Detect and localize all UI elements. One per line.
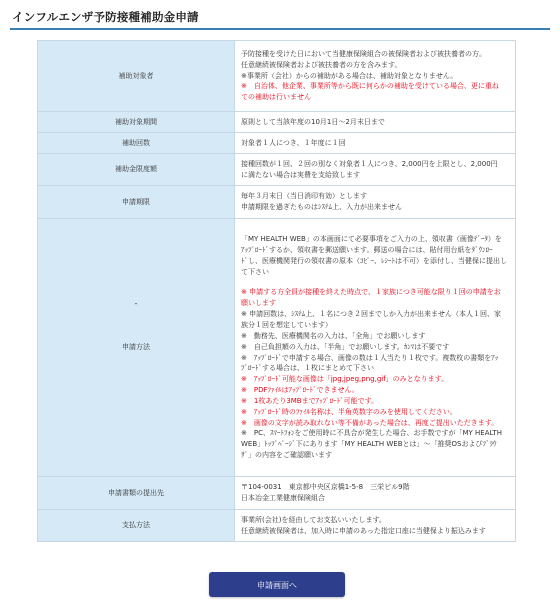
- warning-line: ※ 申請する方全員が接種を終えた時点で、１家族につき可能な限り１回の申請をお: [241, 288, 501, 297]
- text-line: ※ 申請回数は、ｼｽﾃﾑ上、１名につき２回までしか入力が出来ません（本人１回、家: [241, 310, 501, 319]
- subsidy-info-table: [37, 40, 516, 542]
- row-limit-label: 補助金限度額: [38, 154, 235, 186]
- row-period: [38, 112, 516, 133]
- text-line: ※事業所（会社）からの補助がある場合は、補助対象となりません。: [241, 71, 458, 80]
- text-line: 接種回数が１回、２回の別なく対象者１人につき、2,000円を上限とし、2,000円: [241, 159, 498, 168]
- row-target-value: [235, 41, 516, 112]
- row-count-label: 補助回数: [38, 133, 235, 154]
- text-line: 申請期限を過ぎたものはｼｽﾃﾑ上、入力が出来ません: [241, 203, 402, 211]
- row-method-value: [235, 219, 516, 477]
- text-line: 日本冶金工業健康保険組合: [241, 494, 325, 502]
- row-period-label: 補助対象期間: [38, 112, 235, 133]
- row-payment-value: [235, 510, 516, 542]
- text-line: 「MY HEALTH WEB」の本画面にて必要事項をご入力の上、領収書（画像ﾃﾞｰﾀ）を: [241, 235, 502, 244]
- text-line: 族分１回を想定しています）: [241, 320, 332, 329]
- row-count: [38, 133, 516, 154]
- row-payment: [38, 510, 516, 542]
- row-deadline-label: 申請期限: [38, 186, 235, 219]
- warning-line: 願いします: [241, 299, 276, 308]
- row-method: [38, 219, 516, 477]
- text-line: ※ 勤務先、医療機関名の入力は、「全角」でお願いします: [241, 331, 426, 340]
- text-line: ｻﾞ」の内容をご確認願います: [241, 451, 332, 460]
- row-count-value: 対象者１人につき、１年度に１回: [235, 133, 516, 154]
- text-line: 毎年３月末日（当日消印有効）とします: [241, 192, 367, 201]
- text-line: ※ PC、ｽﾏｰﾄﾌｫﾝをご使用時に不具合が発生した場合、お手数ですが「MY HEALTH: [241, 429, 502, 438]
- warning-line: ※ PDFﾌｧｲﾙはｱｯﾌﾟﾛｰﾄﾞできません。: [241, 386, 359, 395]
- warning-line: ※ ｱｯﾌﾟﾛｰﾄﾞ可能な画像は「jpg,jpeg,png,gif」のみとなります。: [241, 375, 449, 384]
- row-deadline: [38, 186, 516, 219]
- text-line: 事業所(会社)を経由してお支払いいたします。: [241, 515, 386, 524]
- text-line: に満たない場合は実費を支給致します: [241, 170, 360, 179]
- page-title: インフルエンザ予防接種補助金申請: [12, 10, 199, 24]
- warning-line: ての補助は行いません: [241, 93, 311, 102]
- row-target: [38, 41, 516, 112]
- text-line: ｱｯﾌﾟﾛｰﾄﾞするか、領収書を郵送願います。郵送の場合には、貼付用台紙をﾀﾞｳﾝﾛｰ: [241, 245, 493, 254]
- text-line: 〒104-0031 東京都中央区京橋1-5-8 三栄ビル9階: [241, 483, 410, 492]
- row-address: [38, 477, 516, 510]
- row-method-label-text: 申請方法: [122, 343, 150, 352]
- row-address-label: 申請書類の提出先: [38, 477, 235, 510]
- row-payment-label: 支払方法: [38, 510, 235, 542]
- row-limit-value: [235, 154, 516, 186]
- title-divider: [10, 28, 550, 30]
- text-line: ﾌﾟﾛｰﾄﾞする場合は、１枚にまとめて下さい: [241, 364, 374, 373]
- text-line: ※ 自己負担額の入力は、「半角」でお願いします。ｶﾝﾏは不要です: [241, 342, 450, 351]
- warning-line: ※ ｱｯﾌﾟﾛｰﾄﾞ時のﾌｧｲﾙ名称は、半角英数字のみを使用してください。: [241, 407, 457, 416]
- row-address-value: [235, 477, 516, 510]
- warning-line: ※ 画像の文字が読み取れない等不備があった場合は、再度ご提出いただきます。: [241, 418, 499, 427]
- row-deadline-value: [235, 186, 516, 219]
- text-line: WEB」ﾄｯﾌﾟﾍﾟｰｼﾞ下にあります「MY HEALTH WEBとは」～「推奨OSおよびﾌﾞﾗｳ: [241, 440, 497, 449]
- text-line: 任意継続被保険者は、加入時に申請のあった指定口座に当健保より振込みます: [241, 526, 486, 535]
- text-line: ﾄﾞし、医療機関発行の領収書の原本（ｺﾋﾟｰ、ﾚｼｰﾄは不可）を添付し、当健保に提出し: [241, 256, 507, 265]
- bullet-dot: ・: [132, 300, 140, 308]
- text-line: 任意継続被保険者および被扶養者の方を含みます。: [241, 60, 402, 69]
- text-line: て下さい: [241, 267, 269, 276]
- row-target-label: 補助対象者: [38, 41, 235, 112]
- row-limit: [38, 154, 516, 186]
- warning-line: ※ 1枚あたり3MBまでｱｯﾌﾟﾛｰﾄﾞ可能です。: [241, 396, 379, 405]
- text-line: ※ ｱｯﾌﾟﾛｰﾄﾞで申請する場合、画像の数は１人当たり１枚です。複数枚の書類をｱｯ: [241, 353, 499, 362]
- row-period-value: 原則として当該年度の10月1日～2月末日まで: [235, 112, 516, 133]
- row-method-label: [38, 219, 235, 477]
- apply-button[interactable]: 申請画面へ: [209, 572, 345, 597]
- text-line: 予防接種を受けた日において当健康保険組合の被保険者および被扶養者の方。: [241, 49, 486, 58]
- warning-line: ※ 自治体、他企業、事業所等から既に何らかの補助を受けている場合、更に重ね: [241, 82, 499, 91]
